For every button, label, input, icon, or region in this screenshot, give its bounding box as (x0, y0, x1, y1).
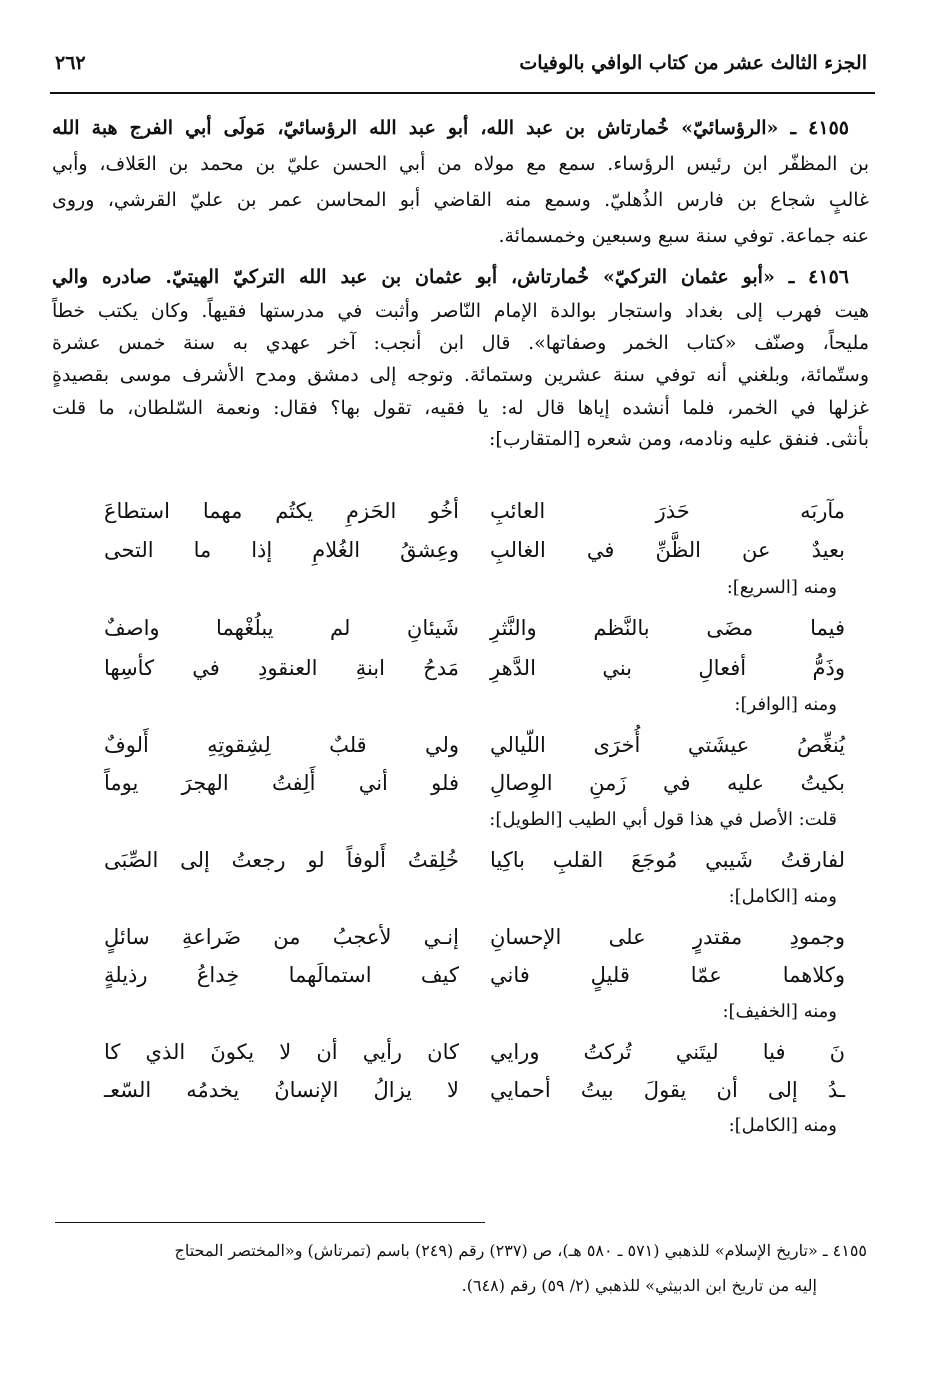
text-line: غالبٍ شجاع بن فارس الذُهليّ. وسمع منه القاضي أبو المحاسن عمر بن عليّ القرشي، وروى (52, 189, 869, 211)
verse-first-hemistich: لا يزالُ الإنسانُ يخدمُه السّعـ (104, 1078, 459, 1102)
footnote-line: ٤١٥٥ ـ «تاريخ الإسلام» للذهبي (٥٧١ ـ ٥٨٠ هـ)، ص (٢٣٧) رقم (٢٤٩) باسم (تمرتاش) و«المختصر المحتاج (174, 1241, 867, 1260)
text-line: وستّمائة، وبلغني أنه توفي سنة عشرين وستمائة. وتوجه إلى دمشق ومدح الأشرف موسى بقصيدةٍ (52, 364, 869, 386)
entry-heading: ٤١٥٦ ـ «أبو عثمان التركيّ» خُمارتاش، أبو عثمان بن عبد الله التركيّ الهيتيّ. صادره والي (52, 266, 849, 288)
verse-first-hemistich: كان رأيي أن لا يكونَ الذي كا (104, 1040, 459, 1064)
meter-label: قلت: الأصل في هذا قول أبي الطيب [الطويل]: (489, 809, 837, 830)
meter-label: ومنه [الخفيف]: (722, 1001, 837, 1022)
entry-heading: ٤١٥٥ ـ «الرؤسائيّ» خُمارتاش بن عبد الله، أبو عبد الله الرؤسائيّ، مَولَى أبي الفرج هبة الله (52, 117, 849, 139)
verse-second-hemistich: لفارقتُ شَيبي مُوجَعَ القلبِ باكِيا (490, 848, 845, 872)
meter-label: ومنه [الكامل]: (728, 1115, 837, 1136)
verse-second-hemistich: نَ فيا ليتَني تُركتُ ورايي (490, 1040, 845, 1064)
verse-second-hemistich: بكيتُ عليه في زَمنِ الوِصالِ (490, 771, 845, 795)
verse-first-hemistich: خُلِقتُ أَلوفاً لو رجعتُ إلى الصِّبَى (104, 848, 459, 872)
verse-second-hemistich: وذَمُّ أفعالِ بني الدَّهرِ (490, 656, 845, 680)
text-line: عنه جماعة. توفي سنة سبع وسبعين وخمسمائة. (498, 225, 869, 247)
verse-first-hemistich: وعِشقُ الغُلامِ إذا ما التحى (104, 538, 459, 562)
verse-first-hemistich: ولي قلبٌ لِشِقوتِهِ أَلوفٌ (104, 733, 459, 757)
meter-label: ومنه [الكامل]: (728, 886, 837, 907)
running-title: الجزء الثالث عشر من كتاب الوافي بالوفيات (519, 52, 867, 74)
text-line: غزلها في الخمر، فلما أنشده إياها قال له: يا فقيه، تقول بها؟ فقال: ونعمة السّلطان، ما قلت (52, 397, 869, 419)
footnote-line: إليه من تاريخ ابن الدبيثي» للذهبي (٢/ ٥٩) رقم (٦٤٨). (461, 1276, 817, 1295)
verse-second-hemistich: مآربَه حَذرَ العائبِ (490, 499, 845, 523)
text-line: بأنثى. فنفق عليه ونادمه، ومن شعره [المتقارب]: (488, 428, 869, 450)
verse-first-hemistich: أخُو الحَزمِ يكتُم مهما استطاعَ (104, 499, 459, 523)
meter-label: ومنه [السريع]: (726, 577, 837, 598)
verse-second-hemistich: بعيدٌ عن الظَّنِّ في الغالبِ (490, 538, 845, 562)
verse-second-hemistich: يُنغِّصُ عيشَتي أُخرَى اللّيالي (490, 733, 845, 757)
header-rule (50, 92, 875, 94)
verse-first-hemistich: إنـي لأعجبُ من ضَراعةِ سائلٍ (104, 925, 459, 949)
text-line: بن المظفّر ابن رئيس الرؤساء. سمع مع مولاه من أبي الحسن عليّ بن محمد بن العَلاف، وأبي (52, 153, 869, 175)
verse-first-hemistich: كيف استمالَهما خِداعُ رذيلةٍ (104, 963, 459, 987)
verse-first-hemistich: شَيئانِ لم يبلُغْهما واصفٌ (104, 616, 459, 640)
verse-second-hemistich: وجمودِ مقتدرٍ على الإحسانِ (490, 925, 845, 949)
page-number: ٢٦٢ (55, 52, 86, 74)
text-line: هيت فهرب إلى بغداد واستجار بوالدة الإمام النّاصر وأثبت في مدرستها فقيهاً. وكان يكتب خطاً (52, 300, 869, 322)
verse-first-hemistich: مَدحُ ابنةِ العنقودِ في كأسِها (104, 656, 459, 680)
footnote-rule (55, 1222, 485, 1223)
meter-label: ومنه [الوافر]: (734, 694, 837, 715)
verse-second-hemistich: فيما مضَى بالنَّظم والنَّثرِ (490, 616, 845, 640)
verse-first-hemistich: فلو أني أَلِفتُ الهجرَ يوماً (104, 771, 459, 795)
verse-second-hemistich: وكلاهما عمّا قليلٍ فاني (490, 963, 845, 987)
text-line: مليحاً، وصنّف «كتاب الخمر وصفاتها». قال ابن أنجب: آخر عهدي به سنة خمس عشرة (52, 332, 869, 354)
verse-second-hemistich: ـدُ إلى أن يقولَ بيتُ أحمايي (490, 1078, 845, 1102)
